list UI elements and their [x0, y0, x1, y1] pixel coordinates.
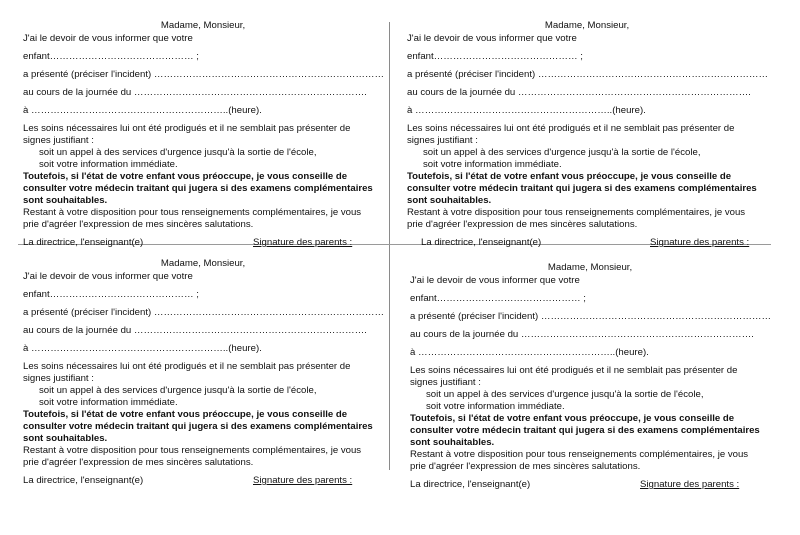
time-field[interactable]: à ……………………………………………………..(heure). [23, 343, 262, 354]
closing-text-2: prie d'agréer l'expression de mes sincères salutations. [23, 219, 254, 230]
signer-label: La directrice, l'enseignant(e) [23, 237, 144, 248]
greeting: Madame, Monsieur, [160, 20, 246, 31]
advice-text-3: sont souhaitables. [23, 195, 108, 206]
care-text-2: signes justifiant : [407, 135, 478, 146]
child-name-field[interactable]: enfant……………………………………… ; [23, 289, 199, 300]
closing-text-1: Restant à votre disposition pour tous renseignements complémentaires, je vous [410, 449, 749, 460]
time-field[interactable]: à ……………………………………………………..(heure). [410, 347, 649, 358]
advice-text-1: Toutefois, si l'état de votre enfant vous préoccupe, je vous conseille de [410, 413, 735, 424]
advice-text-3: sont souhaitables. [407, 195, 492, 206]
vertical-cut-line [389, 22, 390, 470]
notice-card-bottom-right [410, 262, 770, 491]
child-name-field[interactable]: enfant……………………………………… ; [410, 293, 586, 304]
option-information: soit votre information immédiate. [423, 159, 562, 170]
closing-text-1: Restant à votre disposition pour tous renseignements complémentaires, je vous [23, 207, 362, 218]
care-text-1: Les soins nécessaires lui ont été prodigués et il ne semblait pas présenter de [407, 123, 735, 134]
care-text-2: signes justifiant : [410, 377, 481, 388]
parents-signature-label: Signature des parents : [253, 475, 353, 486]
notice-card-top-right [407, 20, 767, 249]
care-text-2: signes justifiant : [23, 135, 94, 146]
option-emergency: soit un appel à des services d'urgence jusqu'à la sortie de l'école, [426, 389, 704, 400]
greeting: Madame, Monsieur, [547, 262, 633, 273]
advice-text-3: sont souhaitables. [23, 433, 108, 444]
intro-line: J'ai le devoir de vous informer que votre [407, 33, 577, 44]
intro-line: J'ai le devoir de vous informer que votre [23, 33, 193, 44]
incident-field[interactable]: a présenté (préciser l'incident) ……………………………………………………………… [407, 69, 769, 80]
care-text-2: signes justifiant : [23, 373, 94, 384]
greeting: Madame, Monsieur, [160, 258, 246, 269]
signer-label: La directrice, l'enseignant(e) [23, 475, 144, 486]
option-information: soit votre information immédiate. [39, 159, 178, 170]
care-text-1: Les soins nécessaires lui ont été prodigués et il ne semblait pas présenter de [410, 365, 738, 376]
intro-line: J'ai le devoir de vous informer que votre [23, 271, 193, 282]
closing-text-2: prie d'agréer l'expression de mes sincères salutations. [410, 461, 641, 472]
parents-signature-label: Signature des parents : [640, 479, 740, 490]
care-text-1: Les soins nécessaires lui ont été prodigués et il ne semblait pas présenter de [23, 123, 351, 134]
advice-text-1: Toutefois, si l'état de votre enfant vous préoccupe, je vous conseille de [407, 171, 732, 182]
advice-text-2: consulter votre médecin traitant qui jugera si des examens complémentaires [23, 421, 373, 432]
child-name-field[interactable]: enfant……………………………………… ; [407, 51, 583, 62]
option-emergency: soit un appel à des services d'urgence jusqu'à la sortie de l'école, [39, 147, 317, 158]
date-field[interactable]: au cours de la journée du ………………………………………………………………. [410, 329, 754, 340]
care-text-1: Les soins nécessaires lui ont été prodigués et il ne semblait pas présenter de [23, 361, 351, 372]
option-information: soit votre information immédiate. [426, 401, 565, 412]
advice-text-2: consulter votre médecin traitant qui jugera si des examens complémentaires [410, 425, 760, 436]
advice-text-1: Toutefois, si l'état de votre enfant vous préoccupe, je vous conseille de [23, 171, 348, 182]
incident-field[interactable]: a présenté (préciser l'incident) ……………………………………………………………… [23, 69, 385, 80]
greeting: Madame, Monsieur, [544, 20, 630, 31]
closing-text-2: prie d'agréer l'expression de mes sincères salutations. [23, 457, 254, 468]
closing-text-1: Restant à votre disposition pour tous renseignements complémentaires, je vous [407, 207, 746, 218]
child-name-field[interactable]: enfant……………………………………… ; [23, 51, 199, 62]
incident-field[interactable]: a présenté (préciser l'incident) ……………………………………………………………… [410, 311, 772, 322]
time-field[interactable]: à ……………………………………………………..(heure). [23, 105, 262, 116]
intro-line: J'ai le devoir de vous informer que votre [410, 275, 580, 286]
closing-text-1: Restant à votre disposition pour tous renseignements complémentaires, je vous [23, 445, 362, 456]
advice-text-2: consulter votre médecin traitant qui jugera si des examens complémentaires [23, 183, 373, 194]
option-information: soit votre information immédiate. [39, 397, 178, 408]
signer-label: La directrice, l'enseignant(e) [410, 479, 531, 490]
date-field[interactable]: au cours de la journée du ………………………………………………………………. [23, 325, 367, 336]
parents-signature-label: Signature des parents : [253, 237, 353, 248]
advice-text-3: sont souhaitables. [410, 437, 495, 448]
signer-label: La directrice, l'enseignant(e) [421, 237, 542, 248]
notice-card-top-left [23, 20, 383, 249]
notice-card-bottom-left [23, 258, 383, 487]
date-field[interactable]: au cours de la journée du ………………………………………………………………. [407, 87, 751, 98]
time-field[interactable]: à ……………………………………………………..(heure). [407, 105, 646, 116]
closing-text-2: prie d'agréer l'expression de mes sincères salutations. [407, 219, 638, 230]
option-emergency: soit un appel à des services d'urgence jusqu'à la sortie de l'école, [39, 385, 317, 396]
parents-signature-label: Signature des parents : [650, 237, 750, 248]
date-field[interactable]: au cours de la journée du ………………………………………………………………. [23, 87, 367, 98]
advice-text-1: Toutefois, si l'état de votre enfant vous préoccupe, je vous conseille de [23, 409, 348, 420]
advice-text-2: consulter votre médecin traitant qui jugera si des examens complémentaires [407, 183, 757, 194]
incident-field[interactable]: a présenté (préciser l'incident) ……………………………………………………………… [23, 307, 385, 318]
option-emergency: soit un appel à des services d'urgence jusqu'à la sortie de l'école, [423, 147, 701, 158]
